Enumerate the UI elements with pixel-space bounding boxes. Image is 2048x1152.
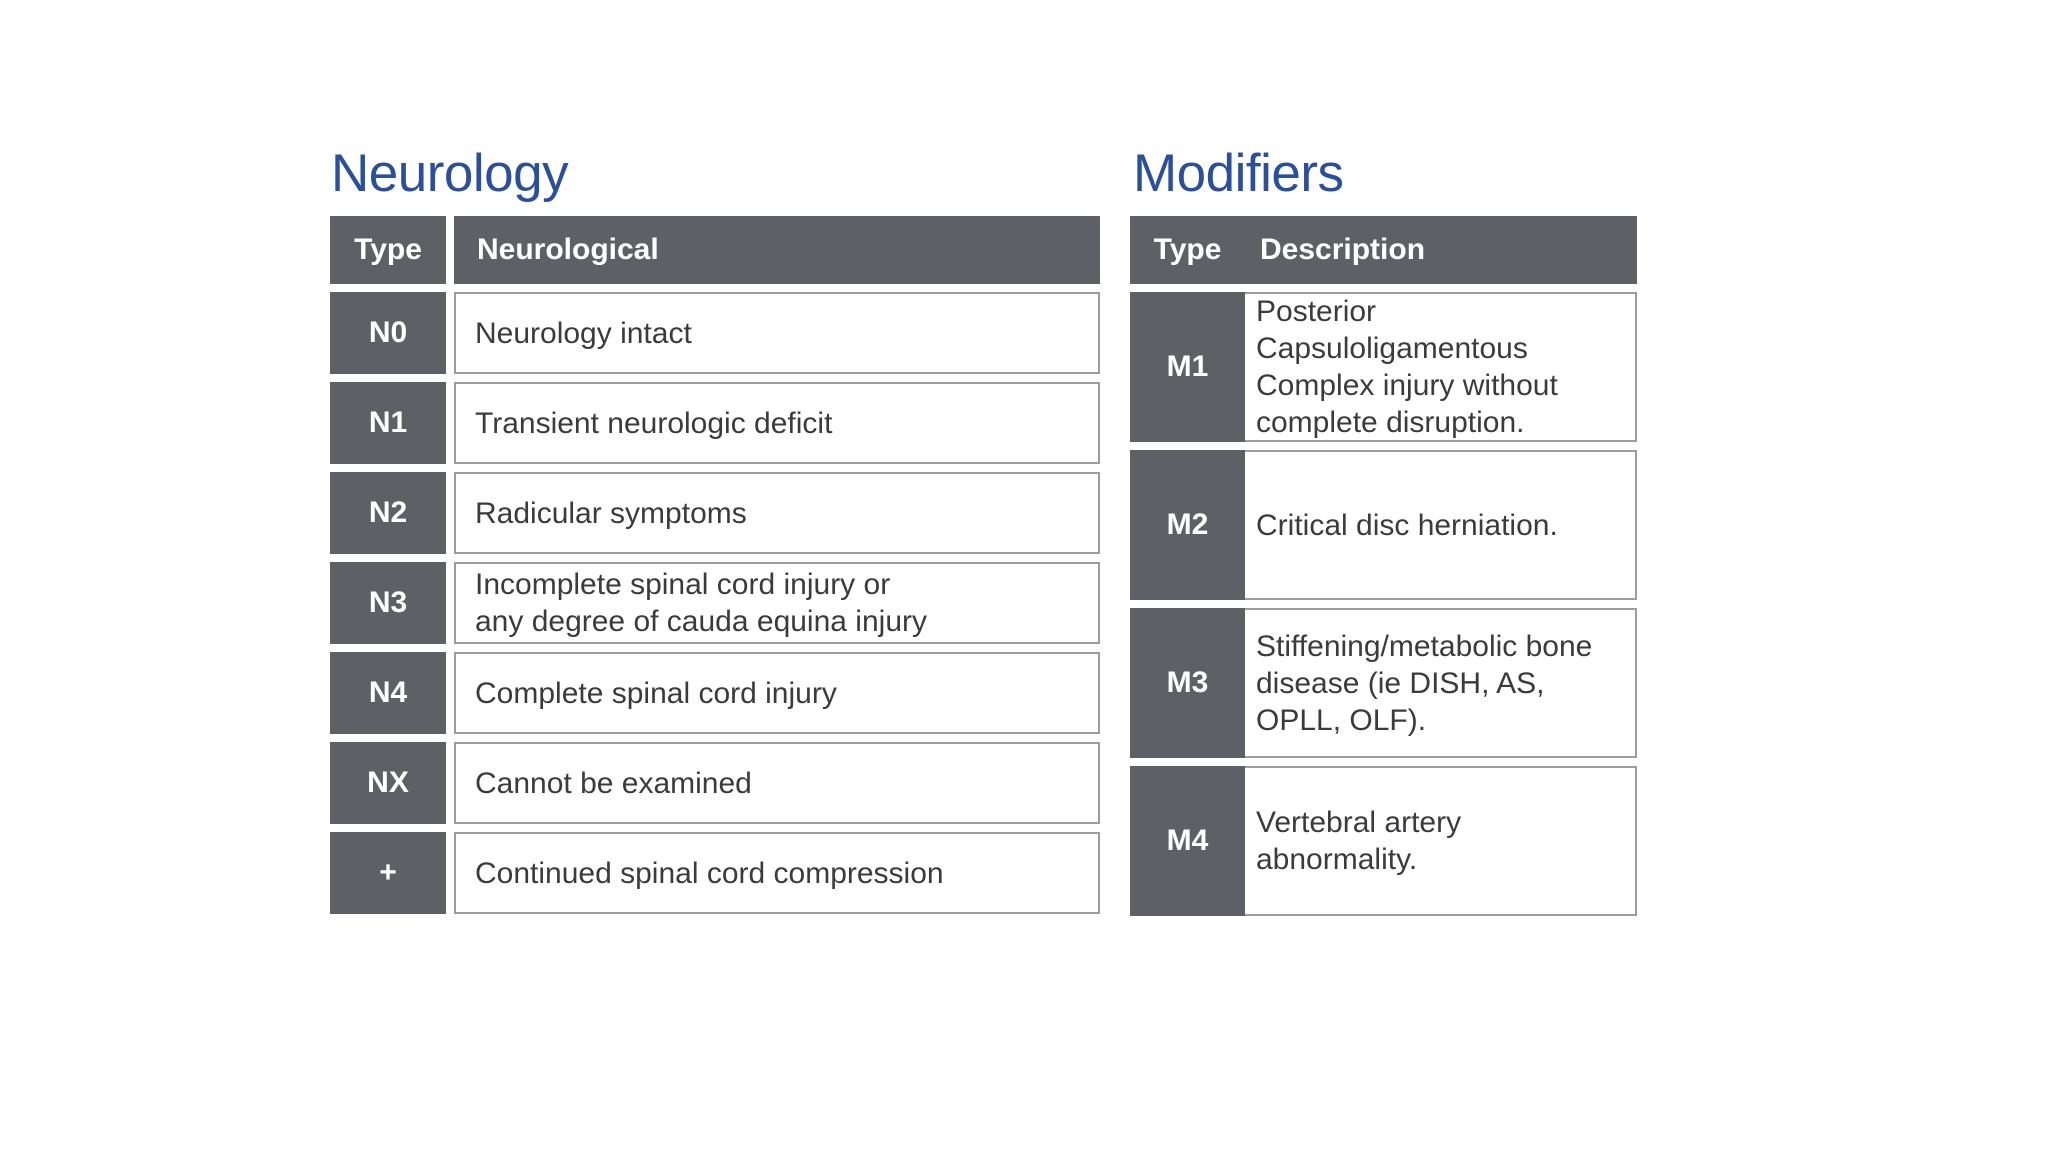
- neurology-description-text: Radicular symptoms: [475, 496, 747, 530]
- modifiers-row-m2: [1130, 450, 1637, 600]
- modifiers-type-cell: M1: [1130, 292, 1245, 442]
- neurology-type-cell: N4: [330, 652, 446, 734]
- neurology-header-neurological: Neurological: [454, 216, 1100, 284]
- modifiers-row-m4: [1130, 766, 1637, 916]
- neurology-description-cell: [454, 292, 1100, 374]
- modifiers-description-text: Critical disc herniation.: [1256, 508, 1558, 542]
- modifiers-header-description: Description: [1260, 233, 1426, 266]
- modifiers-description-text: Posterior Capsuloligamentous Complex injury without complete disruption.: [1256, 295, 1558, 439]
- neurology-description-text: Complete spinal cord injury: [475, 676, 837, 710]
- modifiers-description-cell: [1245, 766, 1637, 916]
- neurology-description-cell: [454, 742, 1100, 824]
- neurology-type-cell: NX: [330, 742, 446, 824]
- neurology-description-cell: [454, 562, 1100, 644]
- neurology-description-cell: [454, 652, 1100, 734]
- neurology-type-cell: N1: [330, 382, 446, 464]
- modifiers-table-header: [1130, 216, 1637, 284]
- neurology-description-cell: [454, 832, 1100, 914]
- modifiers-description-text: Stiffening/metabolic bone disease (ie DISH, AS, OPLL, OLF).: [1256, 629, 1593, 737]
- modifiers-description-cell: [1245, 292, 1637, 442]
- modifiers-description-text: Vertebral artery abnormality.: [1256, 806, 1462, 876]
- neurology-row-n1: [330, 382, 1100, 464]
- neurology-type-cell: N0: [330, 292, 446, 374]
- neurology-table: [330, 216, 1100, 922]
- neurology-description-text: Cannot be examined: [475, 766, 752, 800]
- neurology-description-text: Incomplete spinal cord injury or any degree of cauda equina injury: [475, 568, 927, 638]
- neurology-row-n2: [330, 472, 1100, 554]
- neurology-title: Neurology: [331, 144, 569, 203]
- neurology-description-text: Neurology intact: [475, 316, 692, 350]
- neurology-header-type: Type: [330, 216, 446, 284]
- neurology-description-cell: [454, 382, 1100, 464]
- modifiers-description-cell: [1245, 450, 1637, 600]
- modifiers-description-cell: [1245, 608, 1637, 758]
- modifiers-type-cell: M3: [1130, 608, 1245, 758]
- neurology-table-header: [330, 216, 1100, 284]
- modifiers-row-m1: [1130, 292, 1637, 442]
- neurology-description-text: Continued spinal cord compression: [475, 856, 944, 890]
- neurology-row-plus: [330, 832, 1100, 914]
- neurology-row-n3: [330, 562, 1100, 644]
- neurology-type-cell: N2: [330, 472, 446, 554]
- neurology-description-cell: [454, 472, 1100, 554]
- modifiers-title: Modifiers: [1133, 144, 1344, 203]
- modifiers-type-cell: M4: [1130, 766, 1245, 916]
- modifiers-header-type: Type: [1153, 233, 1222, 266]
- neurology-description-text: Transient neurologic deficit: [475, 406, 833, 440]
- neurology-type-cell: N3: [330, 562, 446, 644]
- modifiers-row-m3: [1130, 608, 1637, 758]
- neurology-row-nx: [330, 742, 1100, 824]
- neurology-row-n4: [330, 652, 1100, 734]
- modifiers-type-cell: M2: [1130, 450, 1245, 600]
- neurology-row-n0: [330, 292, 1100, 374]
- modifiers-table: [1130, 216, 1637, 924]
- neurology-type-cell: +: [330, 832, 446, 914]
